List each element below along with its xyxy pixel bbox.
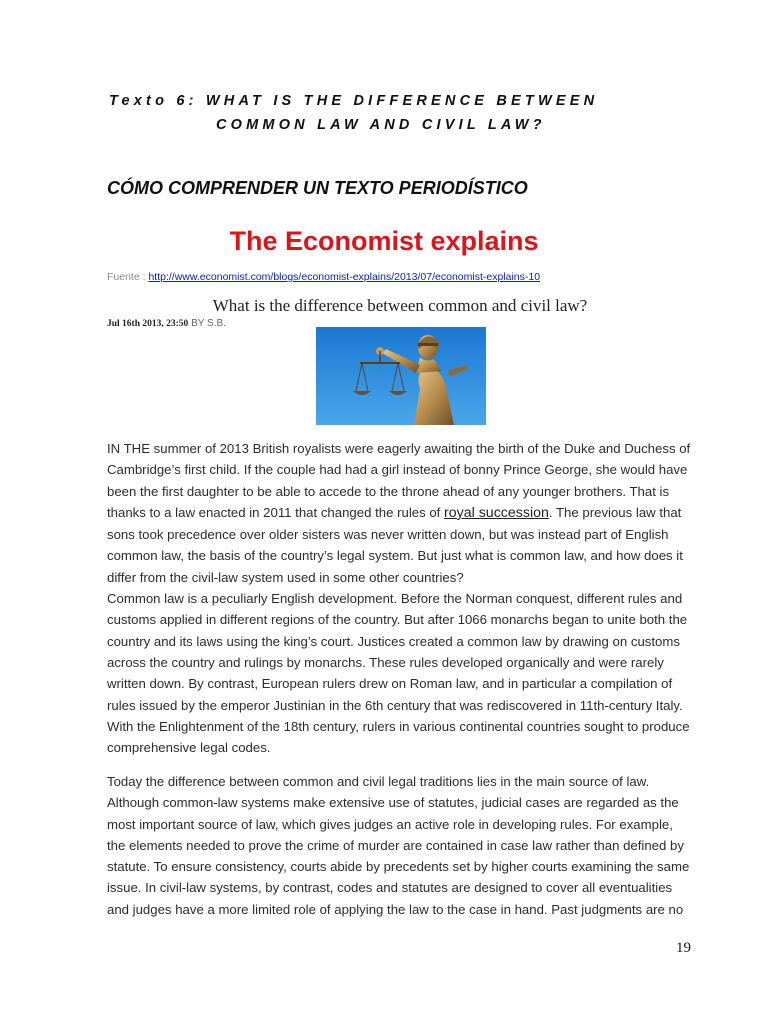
article-body-block-1 <box>107 438 697 758</box>
economist-explains-title: The Economist explains <box>229 226 539 256</box>
article-body-block-2 <box>107 771 697 920</box>
body-line: written down. By contrast, European rulers drew on Roman law, and in particular a compilation of <box>107 676 673 692</box>
royal-succession-link[interactable]: royal succession <box>444 504 549 521</box>
article-byline <box>107 318 226 329</box>
body-line: statute. To ensure consistency, courts abide by precedents set by higher courts examining the same <box>107 859 690 875</box>
body-line: been the first daughter to be able to accede to the throne ahead of any younger brothers. That is <box>107 483 670 499</box>
body-line: common law, the basis of the country’s legal system. But just what is common law, and how does it <box>107 548 683 564</box>
body-line: the elements needed to prove the crime of murder are contained in case law rather than defined by <box>107 837 684 853</box>
body-line: Common law is a peculiarly English development. Before the Norman conquest, different rules and <box>107 591 683 607</box>
body-line-part: thanks to a law enacted in 2011 that changed the rules of <box>107 504 445 520</box>
body-line: most important source of law, which gives judges an active role in developing rules. For example, <box>107 816 673 832</box>
body-line: across the country and rulings by monarchs. These rules developed organically and were rarely <box>107 654 664 670</box>
body-line: Cambridge’s first child. If the couple had had a girl instead of bonny Prince George, she would have <box>107 462 688 478</box>
body-line: sons took precedence over older sisters was never written down, but was instead part of English <box>107 527 669 543</box>
body-line: With the Enlightenment of the 18th century, rulers in various continental countries sought to produce <box>107 718 690 734</box>
article-author: BY S.B. <box>191 318 226 329</box>
section-subheading: CÓMO COMPRENDER UN TEXTO PERIODÍSTICO <box>107 178 528 198</box>
document-heading-line-2: COMMON LAW AND CIVIL LAW? <box>216 117 546 133</box>
document-heading-line-1: Texto 6: WHAT IS THE DIFFERENCE BETWEEN <box>109 93 599 109</box>
source-label: Fuente : <box>107 271 146 283</box>
body-line: customs applied in different regions of the country. But after 1066 monarchs began to unite both the <box>107 612 688 628</box>
page-number: 19 <box>676 940 691 956</box>
lady-justice-statue-image <box>316 327 486 425</box>
body-line: differ from the civil-law system used in some other countries? <box>107 569 464 585</box>
body-line: issue. In civil-law systems, by contrast, codes and statutes are designed to cover all eventualities <box>107 880 673 896</box>
body-line-part: . The previous law that <box>548 504 682 520</box>
body-line: comprehensive legal codes. <box>107 740 271 756</box>
source-line <box>107 271 540 283</box>
body-line-with-link <box>107 502 697 524</box>
source-url-link[interactable]: http://www.economist.com/blogs/economist-explains/2013/07/economist-explains-10 <box>148 271 541 283</box>
body-line: country and its laws using the king’s court. Justices created a common law by drawing on customs <box>107 633 680 649</box>
article-title: What is the difference between common and civil law? <box>212 296 588 315</box>
body-line: Today the difference between common and civil legal traditions lies in the main source of law. <box>107 774 650 789</box>
body-line: IN THE summer of 2013 British royalists were eagerly awaiting the birth of the Duke and Duchess of <box>107 441 691 456</box>
body-line: Although common-law systems make extensive use of statutes, judicial cases are regarded as the <box>107 795 679 811</box>
body-line: and judges have a more limited role of applying the law to the case in hand. Past judgments are no <box>107 901 684 917</box>
article-date: Jul 16th 2013, 23:50 <box>107 319 189 329</box>
body-line: rules issued by the emperor Justinian in the 6th century that was rediscovered in 11th-century Italy. <box>107 697 683 713</box>
